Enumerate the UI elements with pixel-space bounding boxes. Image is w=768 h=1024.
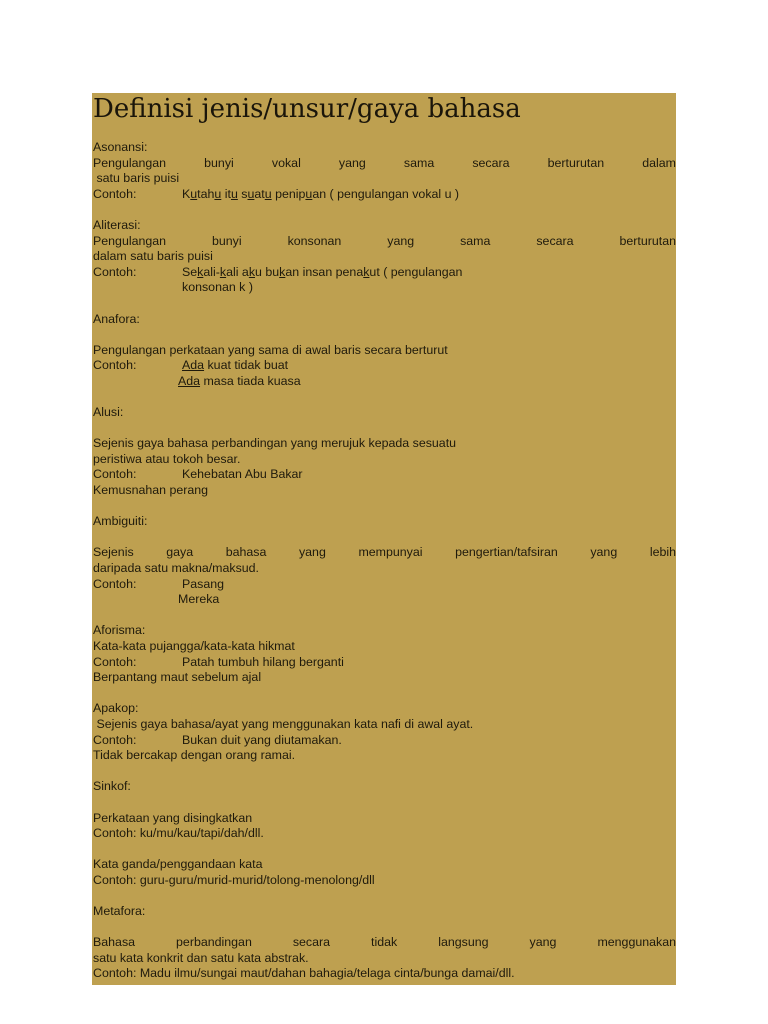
- definition-aliterasi-cont: dalam satu baris puisi: [93, 249, 213, 264]
- example-label: Contoh:: [93, 467, 137, 482]
- definition-ambiguiti: Sejenis gaya bahasa yang mempunyai pengertian/tafsiran yang lebih: [93, 545, 676, 560]
- example-anafora: [92, 358, 676, 374]
- example-aforisma: [92, 655, 676, 671]
- example-apakop: [92, 733, 676, 749]
- example-apakop-cont: Tidak bercakap dengan orang ramai.: [93, 748, 296, 763]
- example-ambiguiti: [92, 577, 676, 593]
- heading-asonansi: Asonansi:: [93, 140, 148, 154]
- heading-alusi: Alusi:: [93, 405, 124, 420]
- definition-ambiguiti-cont: daripada satu makna/maksud.: [93, 561, 259, 576]
- example-aliterasi-cont: konsonan k ): [182, 280, 253, 295]
- example-asonansi: [92, 187, 676, 203]
- heading-aforisma: Aforisma:: [93, 623, 146, 638]
- definition-alusi-cont: peristiwa atau tokoh besar.: [93, 451, 241, 466]
- example-alusi: [92, 467, 676, 483]
- example-sinkof: Contoh: ku/mu/kau/tapi/dah/dll.: [93, 826, 264, 841]
- example-ambiguiti-cont: Mereka: [178, 592, 220, 607]
- example-metafora: Contoh: Madu ilmu/sungai maut/dahan bahagia/telaga cinta/bunga damai/dll.: [93, 966, 515, 981]
- example-label: Contoh:: [93, 576, 137, 591]
- page-title: Definisi jenis/unsur/gaya bahasa: [93, 94, 521, 124]
- example-anafora-cont: Ada masa tiada kuasa: [178, 373, 301, 388]
- example-label: Contoh:: [93, 654, 137, 669]
- example-label: Contoh:: [93, 186, 137, 201]
- definition-anafora: Pengulangan perkataan yang sama di awal baris secara berturut: [93, 342, 448, 357]
- example-label: Contoh:: [93, 358, 137, 373]
- example-aforisma-cont: Berpantang maut sebelum ajal: [93, 670, 262, 685]
- example-kata-ganda: Contoh: guru-guru/murid-murid/tolong-menolong/dll: [93, 872, 375, 887]
- example-label: Contoh:: [93, 264, 137, 279]
- example-text: Sekali-kali aku bukan insan penakut ( pengulangan: [182, 264, 463, 279]
- heading-ambiguiti: Ambiguiti:: [93, 514, 148, 529]
- definition-asonansi-cont: satu baris puisi: [93, 171, 180, 186]
- definition-aforisma: Kata-kata pujangga/kata-kata hikmat: [93, 639, 295, 653]
- definition-aliterasi: Pengulangan bunyi konsonan yang sama secara berturutan: [93, 233, 676, 248]
- example-text: Kehebatan Abu Bakar: [182, 467, 303, 482]
- example-text: Ada kuat tidak buat: [182, 358, 289, 373]
- example-label: Contoh:: [93, 732, 137, 747]
- heading-aliterasi: Aliterasi:: [93, 217, 141, 232]
- heading-apakop: Apakop:: [93, 701, 139, 716]
- definition-apakop: Sejenis gaya bahasa/ayat yang menggunakan kata nafi di awal ayat.: [93, 716, 474, 731]
- example-text: Pasang: [182, 576, 225, 591]
- definition-kata-ganda: Kata ganda/penggandaan kata: [93, 857, 263, 872]
- definition-sinkof: Perkataan yang disingkatkan: [93, 810, 253, 825]
- example-alusi-cont: Kemusnahan perang: [93, 483, 209, 498]
- definition-alusi: Sejenis gaya bahasa perbandingan yang merujuk kepada sesuatu: [93, 436, 457, 451]
- definition-metafora: Bahasa perbandingan secara tidak langsung yang menggunakan: [93, 935, 676, 950]
- definition-metafora-cont: satu kata konkrit dan satu kata abstrak.: [93, 950, 309, 965]
- heading-anafora: Anafora:: [93, 311, 140, 326]
- example-aliterasi: [92, 265, 676, 281]
- example-text: Bukan duit yang diutamakan.: [182, 732, 342, 747]
- definition-asonansi: Pengulangan bunyi vokal yang sama secara berturutan dalam: [93, 155, 676, 170]
- document-page: [92, 93, 676, 985]
- example-text: Patah tumbuh hilang berganti: [182, 654, 344, 669]
- example-text: Kutahu itu suatu penipuan ( pengulangan vokal u ): [182, 186, 460, 201]
- heading-sinkof: Sinkof:: [93, 779, 131, 794]
- heading-metafora: Metafora:: [93, 904, 146, 919]
